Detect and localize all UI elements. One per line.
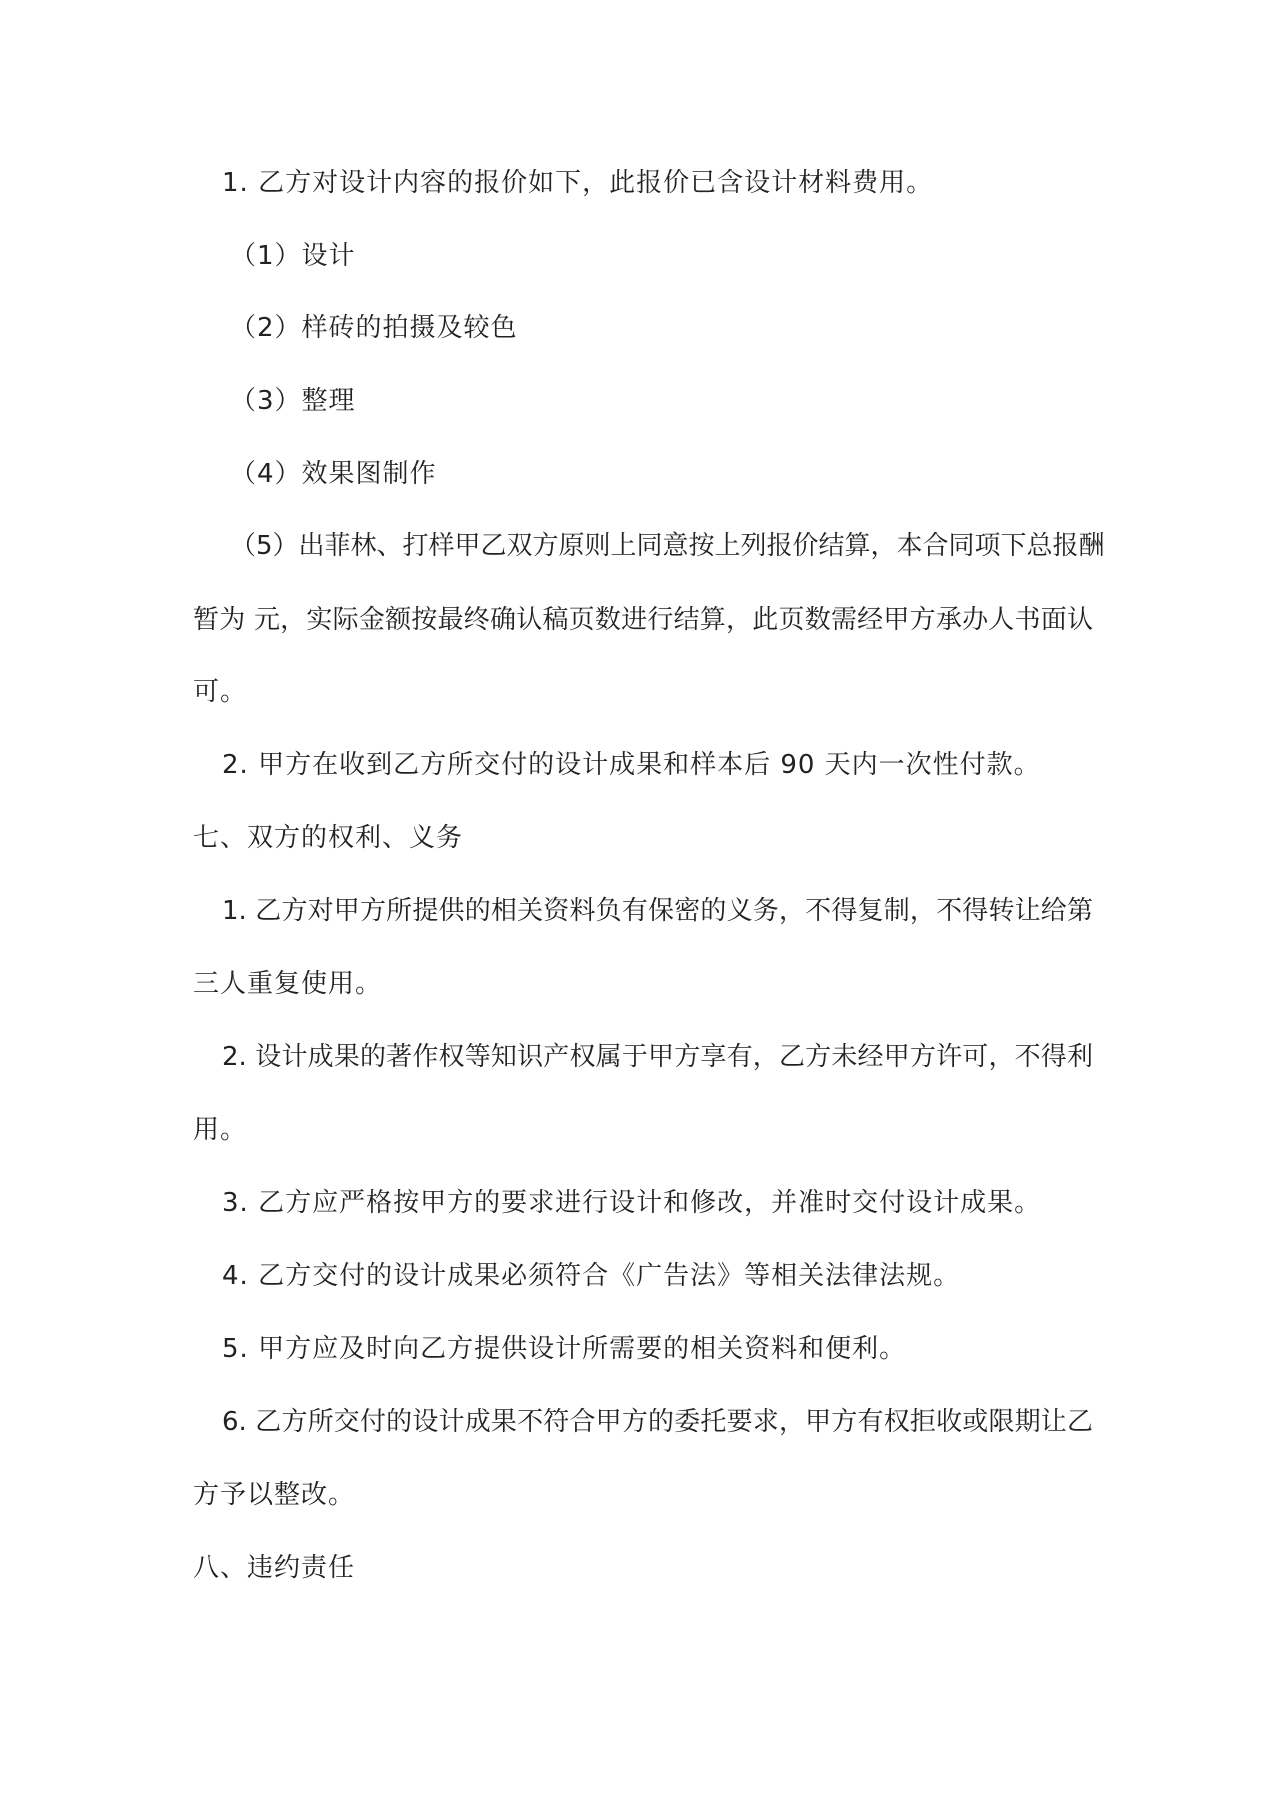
section-7-item-2-line-2: 用。	[193, 1115, 248, 1145]
payment-sub-2: （2）样砖的拍摄及较色	[230, 313, 518, 343]
section-8-heading: 八、违约责任	[193, 1553, 356, 1583]
section-7-item-5: 5. 甲方应及时向乙方提供设计所需要的相关资料和便利。	[222, 1334, 907, 1364]
payment-sub-1: （1）设计	[230, 241, 356, 271]
payment-sub-5-line-1: （5）出菲林、打样甲乙双方原则上同意按上列报价结算，本合同项下总报酬	[230, 531, 1105, 561]
section-7-item-4: 4. 乙方交付的设计成果必须符合《广告法》等相关法律法规。	[222, 1261, 961, 1291]
payment-sub-5-line-2: 暂为 元，实际金额按最终确认稿页数进行结算，此页数需经甲方承办人书面认	[193, 605, 1093, 635]
section-7-item-1-line-2: 三人重复使用。	[193, 969, 383, 999]
section-7-item-2-line-1: 2. 设计成果的著作权等知识产权属于甲方享有，乙方未经甲方许可，不得利	[222, 1042, 1093, 1072]
payment-item-2: 2. 甲方在收到乙方所交付的设计成果和样本后 90 天内一次性付款。	[222, 750, 1041, 780]
payment-sub-4: （4）效果图制作	[230, 459, 437, 489]
section-7-item-1-line-1: 1. 乙方对甲方所提供的相关资料负有保密的义务，不得复制，不得转让给第	[222, 896, 1093, 926]
section-7-item-6-line-1: 6. 乙方所交付的设计成果不符合甲方的委托要求，甲方有权拒收或限期让乙	[222, 1407, 1093, 1437]
section-7-item-6-line-2: 方予以整改。	[193, 1480, 356, 1510]
payment-sub-3: （3）整理	[230, 386, 356, 416]
payment-item-1: 1. 乙方对设计内容的报价如下，此报价已含设计材料费用。	[222, 168, 934, 198]
section-7-item-3: 3. 乙方应严格按甲方的要求进行设计和修改，并准时交付设计成果。	[222, 1188, 1042, 1218]
section-7-heading: 七、双方的权利、义务	[193, 823, 464, 853]
payment-sub-5-line-3: 可。	[193, 677, 248, 707]
